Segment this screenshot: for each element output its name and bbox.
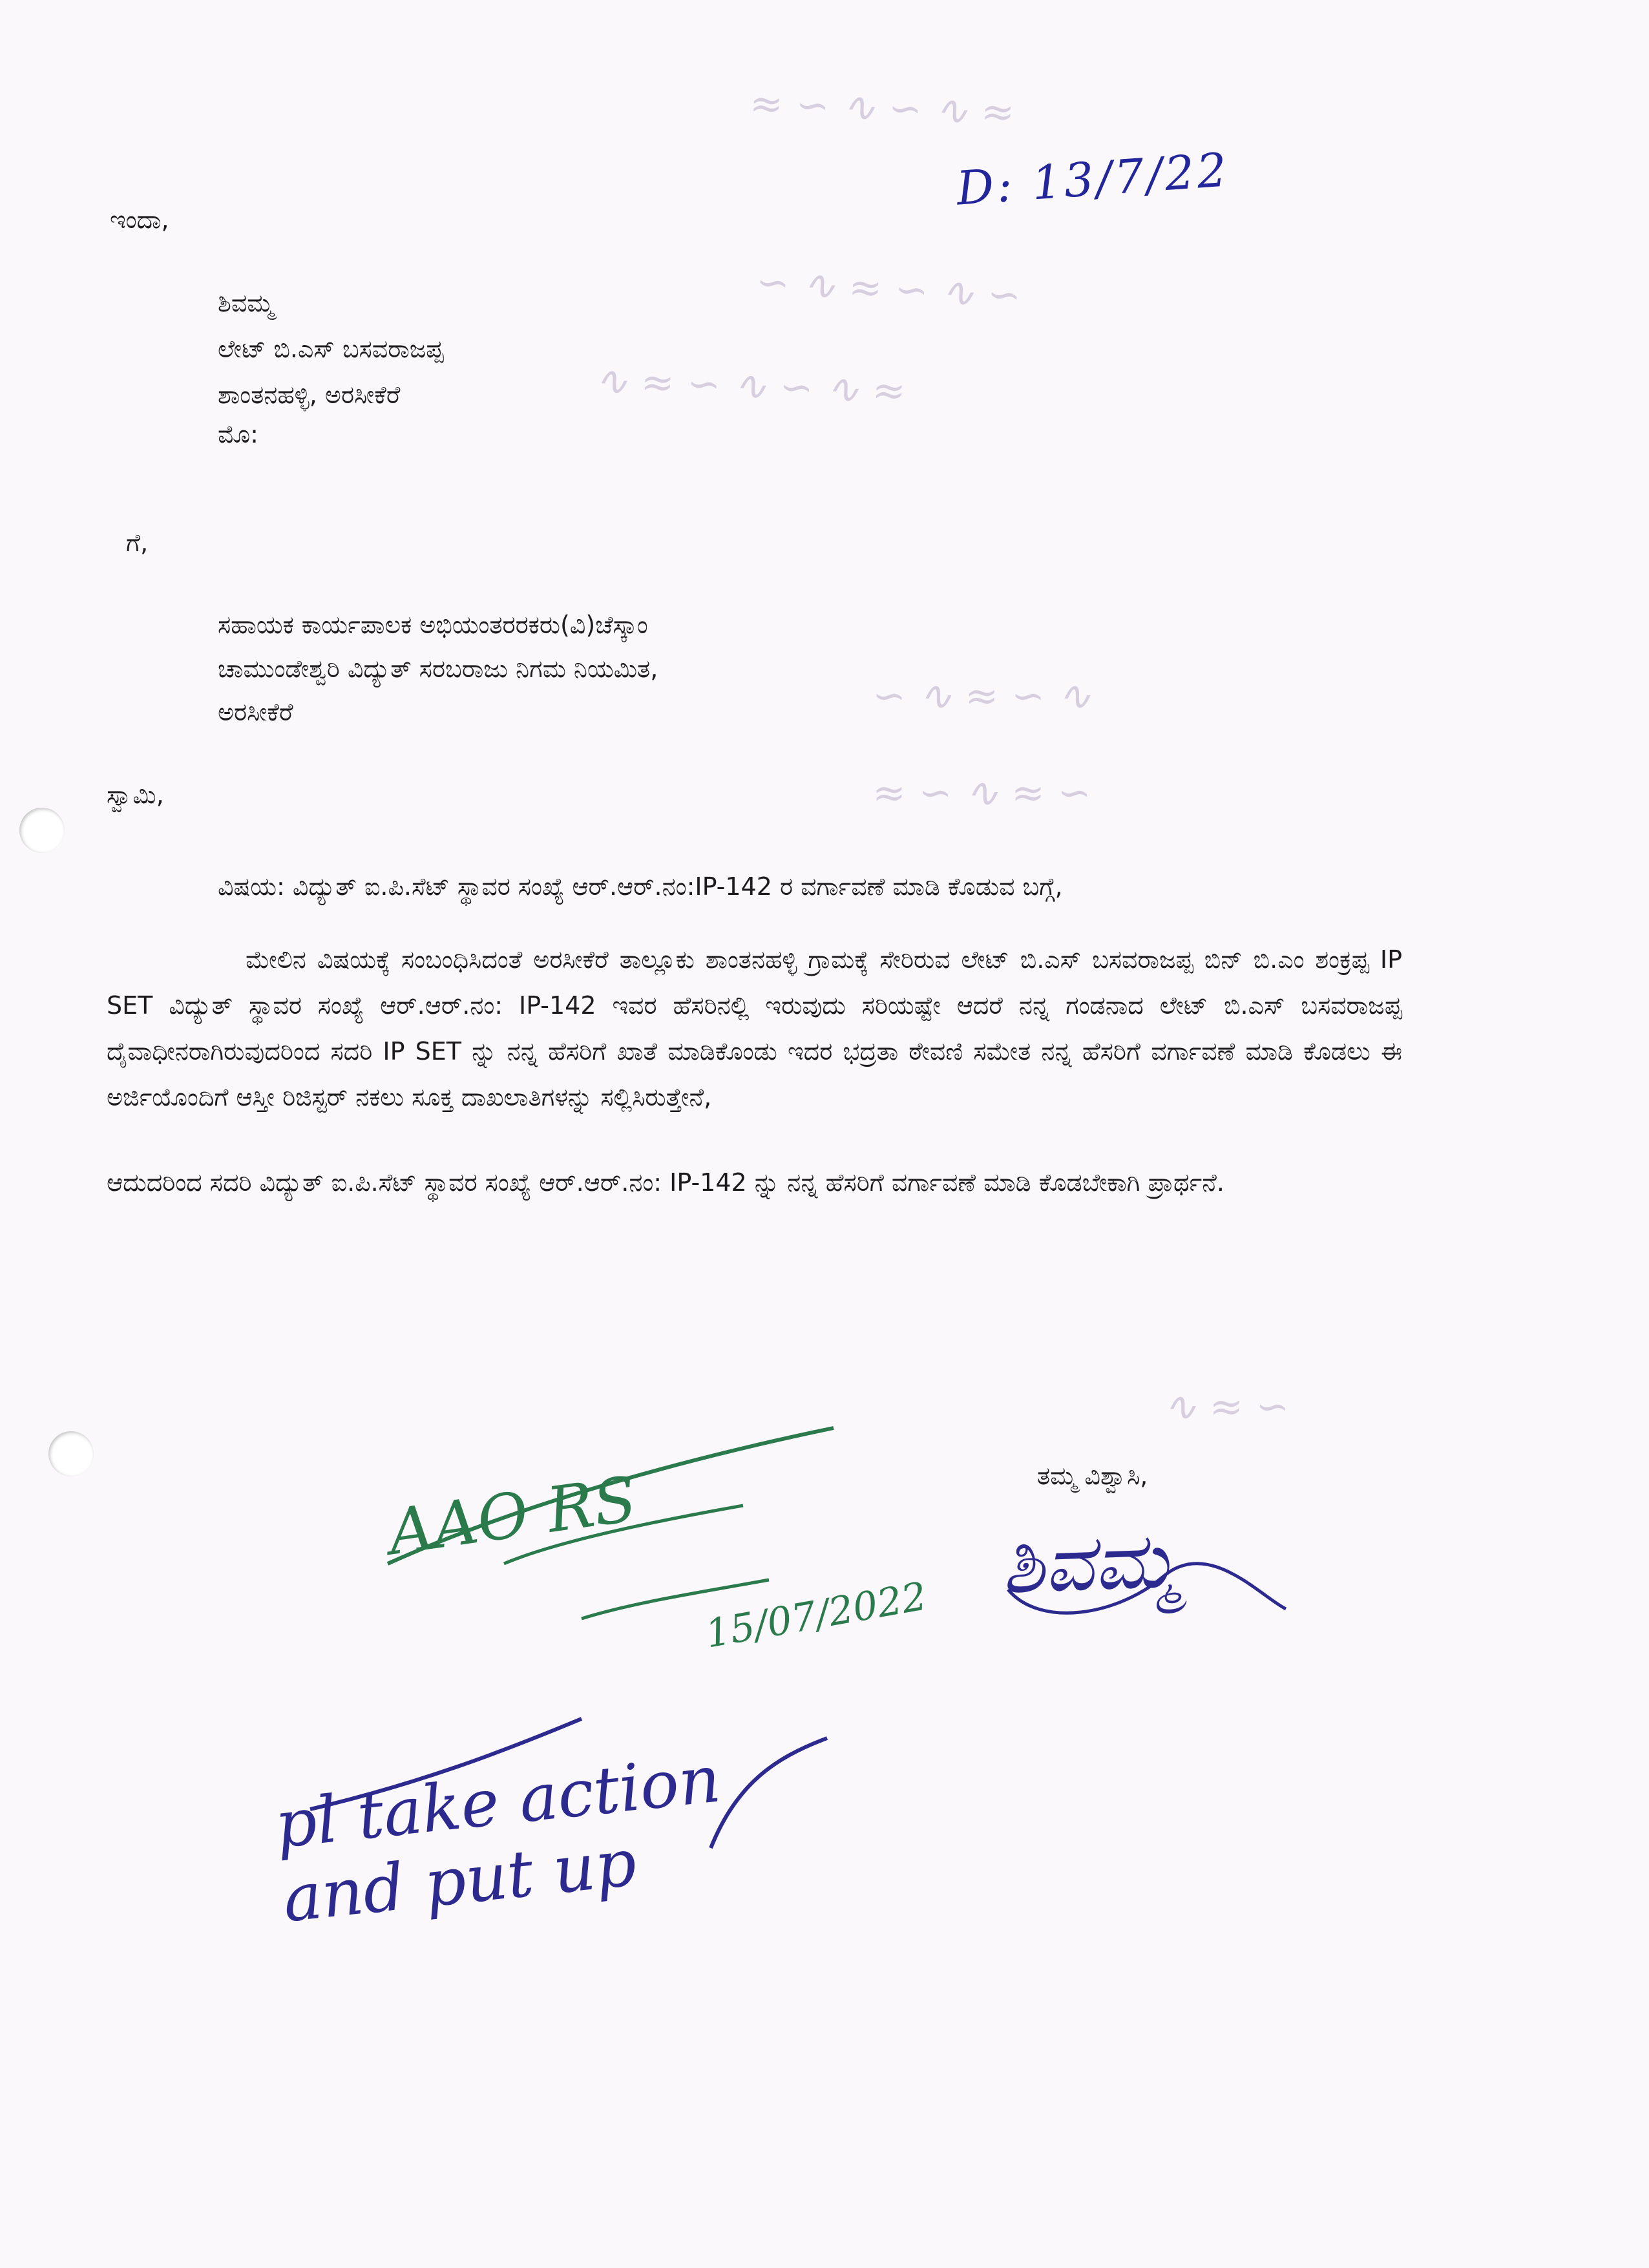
subject-line: ವಿಷಯ: ವಿದ್ಯುತ್ ಐ.ಪಿ.ಸೆಟ್ ಸ್ಥಾವರ ಸಂಖ್ಯೆ ಆರ್.ಆರ್.ನಂ:IP-142 ರ ವರ್ಗಾವಣೆ ಮಾಡಿ ಕೊಡುವ ಬಗ್ಗೆ,: [218, 872, 1063, 901]
sender-relation: ಲೇಟ್ ಬಿ.ಎಸ್ ಬಸವರಾಜಪ್ಪ: [218, 335, 444, 363]
green-strike-stroke: [388, 1428, 834, 1564]
recipient-place: ಅರಸೀಕೆರೆ: [218, 698, 293, 726]
bleed-through-mark: ≈ ∽ ∿ ≈ ∽: [872, 769, 1091, 816]
blue-strike-stroke: [310, 1719, 582, 1809]
sender-mobile-label: ಮೊ:: [218, 420, 258, 448]
green-endorsement: AAO RS: [384, 1462, 641, 1570]
sender-name: ಶಿವಮ್ಮ: [218, 289, 274, 317]
from-label: ಇಂದಾ,: [110, 205, 169, 234]
sign-off: ತಮ್ಮ ವಿಶ್ವಾಸಿ,: [1037, 1462, 1148, 1490]
handwritten-date: D: 13/7/22: [954, 142, 1231, 216]
bleed-through-mark: ∿ ≈ ∽ ∿ ∽ ∿ ≈: [593, 356, 907, 415]
green-endorsement-date: 15/07/2022: [702, 1573, 930, 1657]
signature: ಶಿವಮ್ಮ: [1000, 1515, 1180, 1612]
green-scribble-stroke: [582, 1580, 769, 1619]
bleed-through-mark: ∽ ∿ ≈ ∽ ∿: [872, 672, 1091, 719]
to-label: ಗೆ,: [126, 529, 149, 557]
recipient-company: ಚಾಮುಂಡೇಶ್ವರಿ ವಿದ್ಯುತ್ ಸರಬರಾಜು ನಿಗಮ ನಿಯಮಿತ,: [218, 655, 658, 683]
salutation: ಸ್ವಾಮಿ,: [107, 781, 164, 809]
sender-place: ಶಾಂತನಹಳ್ಳಿ, ಅರಸೀಕೆರೆ: [218, 381, 401, 409]
handwritten-note: pl take action and put up: [271, 1741, 724, 1937]
body-text: ಮೇಲಿನ ವಿಷಯಕ್ಕೆ ಸಂಬಂಧಿಸಿದಂತೆ ಅರಸೀಕೆರೆ ತಾಲ್ಲೂಕು ಶಾಂತನಹಳ್ಳಿ ಗ್ರಾಮಕ್ಕೆ ಸೇರಿರುವ ಲೇಟ್ ಬಿ.ಎಸ್ ಬಸವರಾಜಪ್ಪ ಬಿನ್ ಬಿ.ಎಂ ಶಂಕ್ರಪ್ಪ IP SET ವಿದ್ಯುತ್ ಸ್ಥಾವರ ಸಂಖ್ಯೆ ಆರ್.ಆರ್.ನಂ: IP-142 ಇವರ ಹೆಸರಿನಲ್ಲಿ ಇರುವುದು ಸರಿಯಷ್ಟೇ ಆದರೆ ನನ್ನ ಗಂಡನಾದ ಲೇಟ್ ಬಿ.ಎಸ್ ಬಸವರಾಜಪ್ಪ ದೈವಾಧೀನರಾಗಿರುವುದರಿಂದ ಸದರಿ IP SET ನ್ನು ನನ್ನ ಹೆಸರಿಗೆ ಖಾತೆ ಮಾಡಿಕೊಂಡು ಇದರ ಭದ್ರತಾ ಠೇವಣಿ ಸಮೇತ ನನ್ನ ಹೆಸರಿಗೆ ವರ್ಗಾವಣೆ ಮಾಡಿ ಕೊಡಲು ಈ ಅರ್ಜಿಯೊಂದಿಗೆ ಆಸ್ತೀ ರಿಜಿಸ್ಟರ್ ನಕಲು ಸೂಕ್ತ ದಾಖಲಾತಿಗಳನ್ನು ಸಲ್ಲಿಸಿರುತ್ತೇನೆ,: [107, 945, 1402, 1111]
bleed-through-mark: ∽ ∿ ≈ ∽ ∿ ∽: [755, 258, 1022, 319]
bleed-through-mark: ≈ ∽ ∿ ∽ ∿ ≈: [748, 79, 1016, 136]
green-scribble-stroke: [504, 1506, 743, 1564]
recipient-designation: ಸಹಾಯಕ ಕಾರ್ಯಪಾಲಕ ಅಭಿಯಂತರರಕರು(ವಿ)ಚೆಸ್ಕಾಂ: [218, 611, 648, 639]
signature-flourish: [1008, 1564, 1286, 1613]
blue-loop-stroke: [711, 1738, 827, 1848]
bleed-through-mark: ∿ ≈ ∽: [1163, 1383, 1290, 1430]
closing-text: ಆದುದರಿಂದ ಸದರಿ ವಿದ್ಯುತ್ ಐ.ಪಿ.ಸೆಟ್ ಸ್ಥಾವರ ಸಂಖ್ಯೆ ಆರ್.ಆರ್.ನಂ: IP-142 ನ್ನು ನನ್ನ ಹೆಸರಿಗೆ ವರ್ಗಾವಣೆ ಮಾಡಿ ಕೊಡಬೇಕಾಗಿ ಪ್ರಾರ್ಥನೆ.: [107, 1168, 1224, 1197]
